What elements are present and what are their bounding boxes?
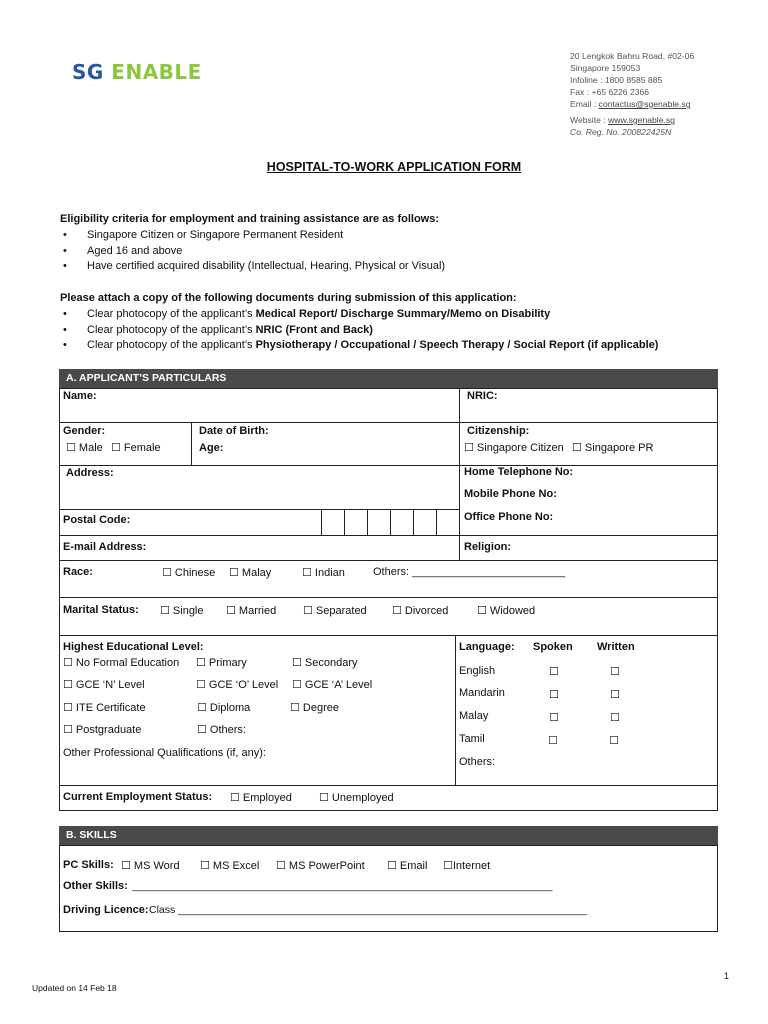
- email-label: E-mail Address:: [63, 541, 147, 553]
- pc-skills-label: PC Skills:: [63, 859, 114, 871]
- website-link[interactable]: www.sgenable.sg: [608, 115, 675, 125]
- language-tamil: Tamil: [459, 733, 485, 745]
- infoline: Infoline : 1800 8585 885: [570, 75, 663, 85]
- citizen-checkbox[interactable]: ☐ Singapore Citizen: [464, 442, 564, 454]
- eligibility-item: • Have certified acquired disability (Intellectual, Hearing, Physical or Visual): [60, 259, 445, 275]
- language-others-label: Others:: [459, 756, 496, 768]
- address-line2: Singapore 159053: [570, 63, 641, 73]
- sg-enable-logo: SG ENABLE: [72, 60, 202, 84]
- document-item: • Clear photocopy of the applicant’s Medical Report/ Discharge Summary/Memo on Disability: [60, 307, 658, 323]
- malay-written-checkbox[interactable]: ☐: [610, 712, 620, 724]
- page-number: 1: [724, 971, 730, 981]
- documents-heading: Please attach a copy of the following documents during submission of this application:: [60, 292, 517, 304]
- contact-address: [570, 50, 694, 138]
- edu-gce-o-checkbox[interactable]: ☐ GCE ‘O’ Level: [196, 679, 279, 691]
- marital-divorced-checkbox[interactable]: ☐ Divorced: [392, 605, 449, 617]
- marital-single-checkbox[interactable]: ☐ Single: [160, 605, 204, 617]
- section-a-header: A. APPLICANT’S PARTICULARS: [59, 369, 718, 388]
- pc-email-checkbox[interactable]: ☐ Email: [387, 860, 428, 872]
- other-skills-field[interactable]: ________________________________________________________________________: [132, 880, 553, 892]
- edu-gce-a-checkbox[interactable]: ☐ GCE ‘A’ Level: [292, 679, 373, 691]
- updated-date: Updated on 14 Feb 18: [32, 983, 117, 993]
- section-b-header: B. SKILLS: [59, 826, 718, 845]
- language-english: English: [459, 665, 496, 677]
- email-row: Email : contactus@sgenable.sg: [570, 99, 691, 109]
- tamil-spoken-checkbox[interactable]: ☐: [548, 735, 558, 747]
- edu-diploma-checkbox[interactable]: ☐ Diploma: [197, 702, 251, 714]
- edu-ite-checkbox[interactable]: ☐ ITE Certificate: [63, 702, 146, 714]
- mobile-label: Mobile Phone No:: [464, 488, 557, 500]
- pc-ms-powerpoint-checkbox[interactable]: ☐ MS PowerPoint: [276, 860, 365, 872]
- name-label: Name:: [63, 390, 97, 402]
- edu-primary-checkbox[interactable]: ☐ Primary: [196, 657, 247, 669]
- document-item: • Clear photocopy of the applicant’s Physiotherapy / Occupational / Speech Therapy / Social Report (if applicable): [60, 338, 658, 354]
- citizenship-label: Citizenship:: [467, 425, 530, 437]
- unemployed-checkbox[interactable]: ☐ Unemployed: [319, 792, 394, 804]
- marital-separated-checkbox[interactable]: ☐ Separated: [303, 605, 367, 617]
- language-mandarin: Mandarin: [459, 687, 505, 699]
- gender-male-checkbox[interactable]: ☐ Male: [66, 442, 103, 454]
- edu-gce-n-checkbox[interactable]: ☐ GCE ‘N’ Level: [63, 679, 145, 691]
- edu-degree-checkbox[interactable]: ☐ Degree: [290, 702, 339, 714]
- company-reg: Co. Reg. No. 200822425N: [570, 127, 672, 137]
- marital-label: Marital Status:: [63, 604, 139, 616]
- pc-ms-word-checkbox[interactable]: ☐ MS Word: [121, 860, 180, 872]
- race-label: Race:: [63, 566, 93, 578]
- form-title: HOSPITAL-TO-WORK APPLICATION FORM: [266, 160, 522, 174]
- nric-label: NRIC:: [467, 390, 498, 402]
- eligibility-heading: Eligibility criteria for employment and training assistance are as follows:: [60, 213, 439, 225]
- eligibility-item: • Aged 16 and above: [60, 244, 445, 260]
- eligibility-block: [60, 212, 445, 275]
- nric-field[interactable]: [462, 404, 714, 420]
- spoken-header: Spoken: [533, 641, 573, 653]
- language-malay: Malay: [459, 710, 489, 722]
- address-line1: 20 Lengkok Bahru Road, #02-06: [570, 51, 695, 61]
- eligibility-item: • Singapore Citizen or Singapore Permanent Resident: [60, 228, 445, 244]
- driving-licence-label: Driving Licence:: [63, 904, 149, 916]
- employment-label: Current Employment Status:: [63, 791, 213, 803]
- marital-widowed-checkbox[interactable]: ☐ Widowed: [477, 605, 536, 617]
- office-tel-label: Office Phone No:: [464, 511, 554, 523]
- pr-checkbox[interactable]: ☐ Singapore PR: [572, 442, 654, 454]
- mandarin-spoken-checkbox[interactable]: ☐: [549, 689, 559, 701]
- malay-spoken-checkbox[interactable]: ☐: [549, 712, 559, 724]
- fax: Fax : +65 6226 2366: [570, 87, 650, 97]
- english-written-checkbox[interactable]: ☐: [610, 666, 620, 678]
- other-skills-label: Other Skills:: [63, 880, 128, 892]
- tamil-written-checkbox[interactable]: ☐: [609, 735, 619, 747]
- english-spoken-checkbox[interactable]: ☐: [549, 666, 559, 678]
- religion-label: Religion:: [464, 541, 512, 553]
- address-label: Address:: [66, 467, 114, 479]
- race-malay-checkbox[interactable]: ☐ Malay: [229, 567, 272, 579]
- mandarin-written-checkbox[interactable]: ☐: [610, 689, 620, 701]
- edu-secondary-checkbox[interactable]: ☐ Secondary: [292, 657, 358, 669]
- edu-postgraduate-checkbox[interactable]: ☐ Postgraduate: [63, 724, 142, 736]
- pc-internet-checkbox[interactable]: ☐Internet: [443, 860, 491, 872]
- driving-licence-field[interactable]: Class ______________________________________________________________________: [149, 904, 587, 916]
- gender-label: Gender:: [63, 425, 106, 437]
- edu-others-checkbox[interactable]: ☐ Others:: [197, 724, 246, 736]
- document-item: • Clear photocopy of the applicant’s NRIC (Front and Back): [60, 323, 658, 339]
- gender-female-checkbox[interactable]: ☐ Female: [111, 442, 161, 454]
- race-indian-checkbox[interactable]: ☐ Indian: [302, 567, 345, 579]
- pc-ms-excel-checkbox[interactable]: ☐ MS Excel: [200, 860, 260, 872]
- home-tel-label: Home Telephone No:: [464, 466, 574, 478]
- race-chinese-checkbox[interactable]: ☐ Chinese: [162, 567, 216, 579]
- education-label: Highest Educational Level:: [63, 641, 204, 653]
- age-label: Age:: [199, 442, 224, 454]
- email-link[interactable]: contactus@sgenable.sg: [598, 99, 691, 109]
- website-row: Website : www.sgenable.sg: [570, 115, 675, 125]
- race-others-field[interactable]: Others: _________________________: [373, 566, 566, 578]
- postal-code-label: Postal Code:: [63, 514, 131, 526]
- employed-checkbox[interactable]: ☐ Employed: [230, 792, 292, 804]
- edu-no-formal-checkbox[interactable]: ☐ No Formal Education: [63, 657, 180, 669]
- language-label: Language:: [459, 641, 515, 653]
- documents-block: [60, 291, 658, 354]
- written-header: Written: [597, 641, 635, 653]
- other-qualifications-label: Other Professional Qualifications (if, any):: [63, 747, 266, 759]
- marital-married-checkbox[interactable]: ☐ Married: [226, 605, 277, 617]
- name-field[interactable]: [62, 404, 456, 420]
- dob-label: Date of Birth:: [199, 425, 269, 437]
